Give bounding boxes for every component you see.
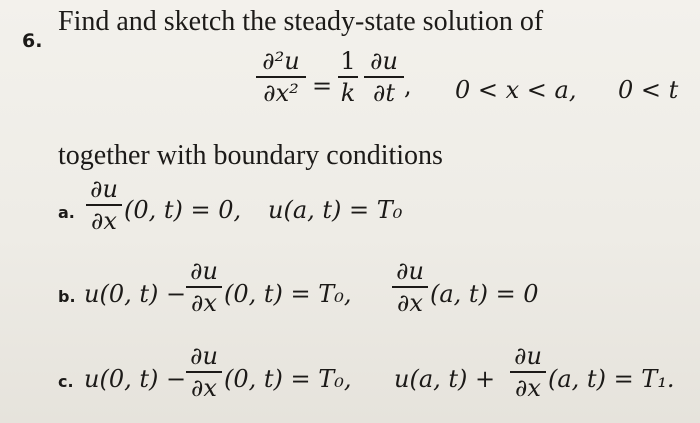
pde-coef-denominator: k [340,79,356,107]
pde-rhs-numerator: ∂u [370,47,398,75]
part-b-frac1-denominator: ∂x [191,289,217,317]
part-c-derivative-fraction-1 [186,343,222,401]
part-b-frac2-numerator: ∂u [396,257,424,285]
boundary-conditions-intro: together with boundary conditions [58,140,443,171]
part-c-frac1-denominator: ∂x [191,374,217,402]
pde-rhs-fraction [364,48,404,106]
pde-domain-x: 0 < x < a, [455,76,577,104]
pde-lhs-denominator: ∂x² [263,79,299,107]
pde-equals: = [312,72,333,100]
part-a-condition-1: (0, t) = 0, [124,196,242,224]
pde-rhs-denominator: ∂t [372,79,396,107]
part-a-derivative-fraction [86,176,122,234]
part-b-condition-1-tail: (0, t) = T₀, [224,280,352,308]
part-a-frac-numerator: ∂u [90,175,118,203]
part-c-frac2-denominator: ∂x [515,374,541,402]
part-b-frac2-denominator: ∂x [397,289,423,317]
pde-coefficient-fraction [338,48,358,106]
part-c-condition-1-tail: (0, t) = T₀, [224,365,352,393]
part-c-head-2: u(a, t) + [394,365,496,393]
part-b-frac1-numerator: ∂u [190,257,218,285]
part-b-label: b. [58,287,76,306]
part-b-condition-2-tail: (a, t) = 0 [430,280,539,308]
part-b-derivative-fraction-2 [392,258,428,316]
part-b-head: u(0, t) − [84,280,187,308]
part-c-label: c. [58,372,74,391]
part-a-label: a. [58,203,75,222]
problem-number: 6. [22,30,43,52]
pde-coef-numerator: 1 [340,47,356,75]
part-c-condition-2-tail: (a, t) = T₁. [548,365,675,393]
part-c-frac1-numerator: ∂u [190,342,218,370]
pde-lhs-fraction [256,48,306,106]
pde-lhs-numerator: ∂²u [262,47,300,75]
part-b-derivative-fraction-1 [186,258,222,316]
part-c-frac2-numerator: ∂u [514,342,542,370]
part-a-condition-2: u(a, t) = T₀ [268,196,403,224]
problem-statement: Find and sketch the steady-state solution of [58,6,544,37]
pde-comma: , [404,72,412,100]
part-c-derivative-fraction-2 [510,343,546,401]
part-a-frac-denominator: ∂x [91,207,117,235]
pde-domain-t: 0 < t [618,76,679,104]
part-c-head: u(0, t) − [84,365,187,393]
